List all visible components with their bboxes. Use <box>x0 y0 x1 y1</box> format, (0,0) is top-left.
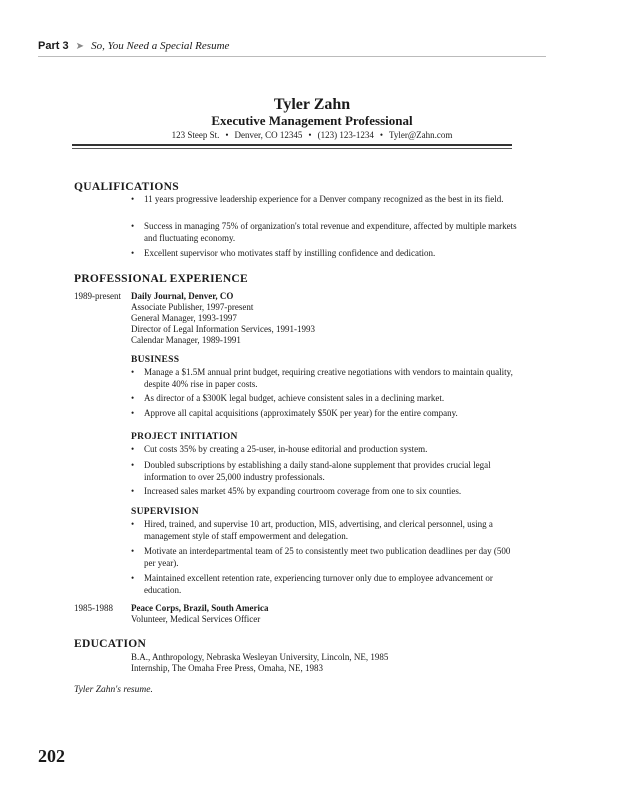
job1-dates: 1989-present <box>74 291 121 301</box>
education-line: B.A., Anthropology, Nebraska Wesleyan University, Lincoln, NE, 1985 <box>131 652 389 662</box>
qualifications-heading: QUALIFICATIONS <box>74 181 179 193</box>
education-heading: EDUCATION <box>74 638 147 650</box>
experience-heading: PROFESSIONAL EXPERIENCE <box>74 273 249 285</box>
list-item: • Motivate an interdepartmental team of 25 to consistently meet two publication deadlines per day (500 per year). <box>131 546 511 568</box>
list-item: • Manage a $1.5M annual print budget, requiring creative negotiations with vendors to maintain quality, despite 40% rise in paper costs. <box>131 367 513 389</box>
list-item: • 11 years progressive leadership experience for a Denver company recognized as the best in its field. <box>131 194 504 204</box>
name-divider-thick <box>72 144 512 146</box>
business-heading: BUSINESS <box>131 355 180 365</box>
education-line: Internship, The Omaha Free Press, Omaha, NE, 1983 <box>131 663 324 673</box>
list-item: • As director of a $300K legal budget, achieve consistent sales in a declining market. <box>131 393 445 403</box>
list-item: • Excellent supervisor who motivates staff by instilling confidence and dedication. <box>131 248 436 258</box>
list-item: • Approve all capital acquisitions (approximately $50K per year) for the entire company. <box>131 408 458 418</box>
job1-role: General Manager, 1993-1997 <box>131 313 237 323</box>
page-number: 202 <box>38 746 65 766</box>
arrow-icon: ➤ <box>75 41 85 52</box>
job1-employer: Daily Journal, Denver, CO <box>131 291 234 301</box>
contact-city: Denver, CO 12345 <box>234 130 303 140</box>
list-item: • Success in managing 75% of organization's total revenue and expenditure, affected by multiple markets and fluctuating economy. <box>131 221 517 243</box>
job2-role: Volunteer, Medical Services Officer <box>131 614 261 624</box>
supervision-heading: SUPERVISION <box>131 507 199 517</box>
contact-email: Tyler@Zahn.com <box>388 130 453 140</box>
resume-name: Tyler Zahn <box>273 96 351 113</box>
job1-role: Calendar Manager, 1989-1991 <box>131 335 241 345</box>
project-heading: PROJECT INITIATION <box>131 432 238 442</box>
job1-role: Associate Publisher, 1997-present <box>131 302 254 312</box>
part-label: Part 3 <box>38 40 69 52</box>
contact-phone: (123) 123-1234 <box>317 130 374 140</box>
job1-role: Director of Legal Information Services, 1991-1993 <box>131 324 315 334</box>
list-item: • Doubled subscriptions by establishing a daily stand-alone supplement that provides crucial legal information to over 25,000 industry professionals. <box>131 460 491 482</box>
running-header <box>38 40 229 52</box>
list-item: • Increased sales market 45% by expanding courtroom coverage from one to six counties. <box>131 486 462 496</box>
chapter-subtitle: So, You Need a Special Resume <box>91 40 230 52</box>
list-item: • Cut costs 35% by creating a 25-user, in-house editorial and production system. <box>131 444 428 454</box>
header-divider <box>38 56 546 57</box>
job2-dates: 1985-1988 <box>74 603 113 613</box>
contact-street: 123 Steep St. <box>171 130 220 140</box>
list-item: • Maintained excellent retention rate, experiencing turnover only due to employee advancement or education. <box>131 573 493 595</box>
figure-caption: Tyler Zahn's resume. <box>74 685 153 695</box>
job2-employer: Peace Corps, Brazil, South America <box>131 603 269 613</box>
resume-title: Executive Management Professional <box>211 113 413 128</box>
name-divider-thin <box>72 148 512 149</box>
list-item: • Hired, trained, and supervise 10 art, production, MIS, advertising, and clerical personnel, using a management style of staff empowerment and delegation. <box>131 519 493 541</box>
contact-line: 123 Steep St. • Denver, CO 12345 • (123) 123-1234 • Tyler@Zahn.com <box>171 130 453 140</box>
